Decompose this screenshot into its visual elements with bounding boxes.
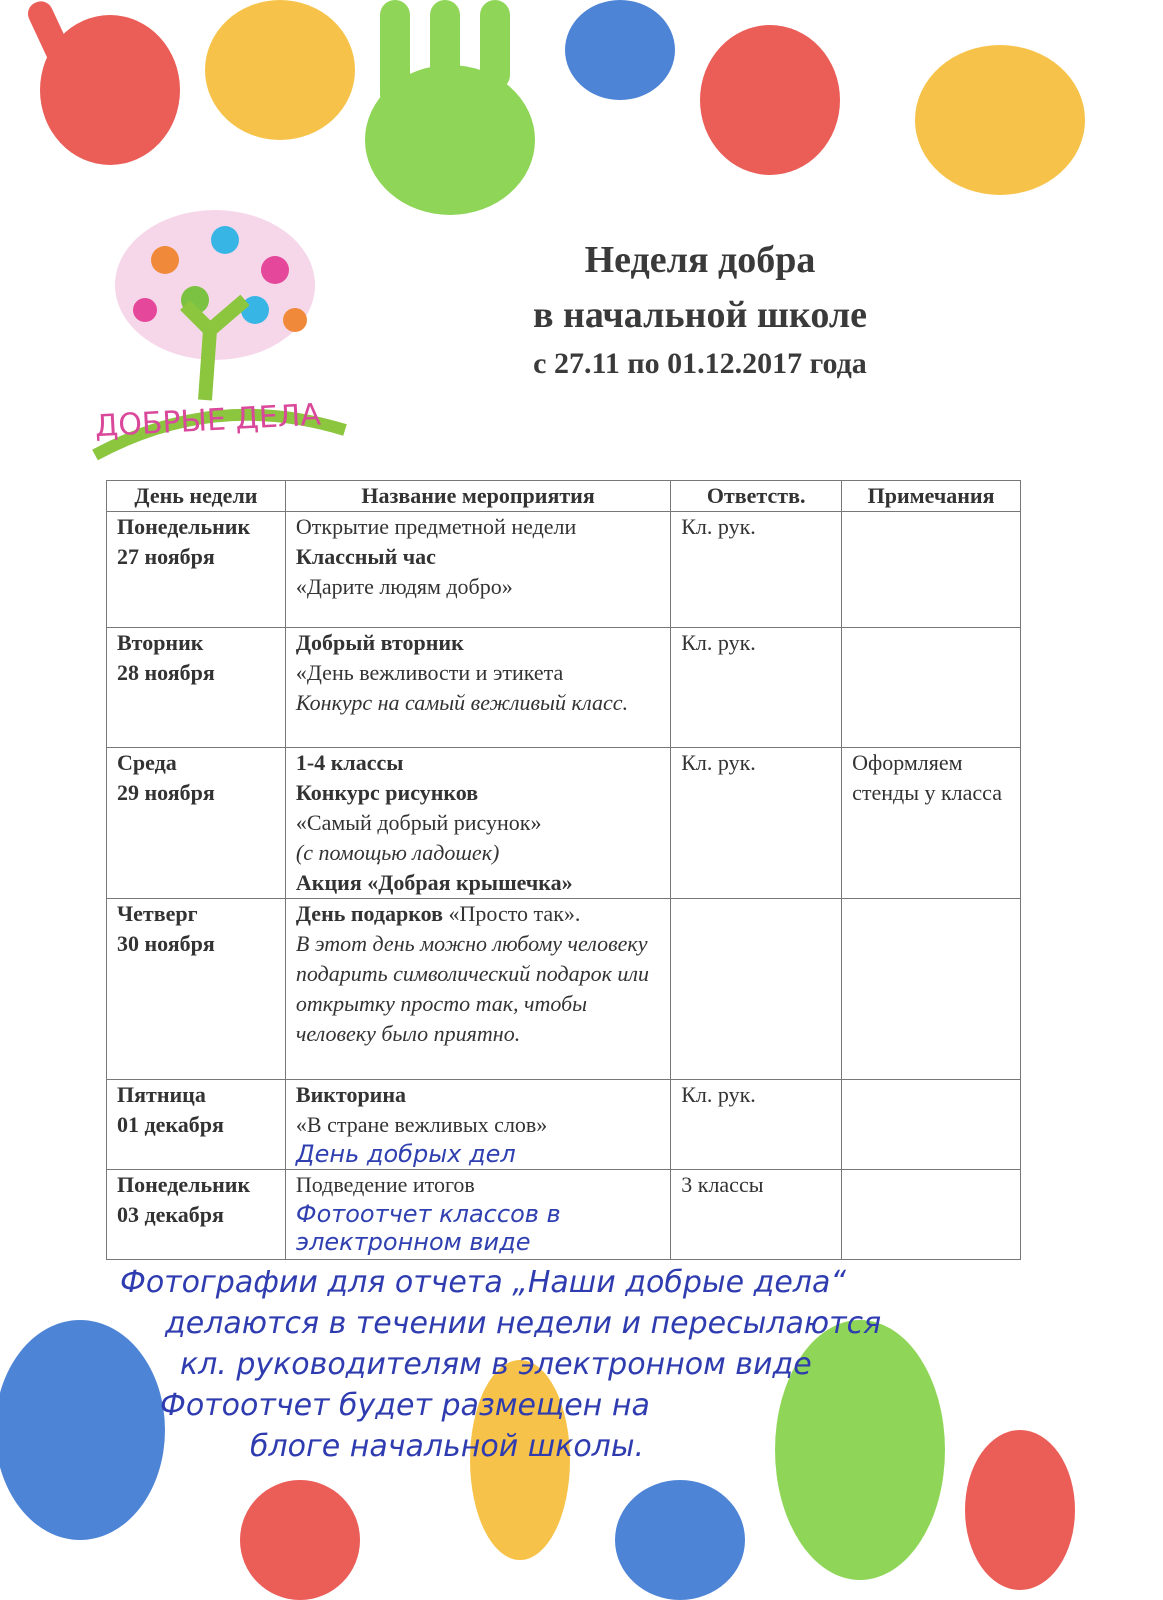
- day-date: 27 ноября: [117, 544, 215, 569]
- event-cell: [285, 628, 670, 748]
- event-line: Фотоотчет классов в электронном виде: [295, 1200, 561, 1256]
- table-row: [107, 899, 1021, 1080]
- notes-cell: [842, 512, 1021, 628]
- svg-text:ДОБРЫЕ ДЕЛА: ДОБРЫЕ ДЕЛА: [94, 397, 322, 445]
- responsible-cell: Кл. рук.: [671, 1080, 842, 1170]
- event-line: «Просто так».: [443, 901, 581, 926]
- event-line: День подарков: [295, 901, 444, 926]
- responsible-cell: Кл. рук.: [671, 748, 842, 899]
- event-line: День добрых дел: [295, 1140, 516, 1168]
- notes-cell: [842, 1170, 1021, 1260]
- table-row: [107, 628, 1021, 748]
- event-line: «Самый добрый рисунок»: [295, 810, 542, 835]
- table-row: [107, 748, 1021, 899]
- table-row: [107, 1170, 1021, 1260]
- day-date: 03 декабря: [117, 1202, 224, 1227]
- day-name: Пятница: [117, 1082, 206, 1107]
- event-cell: [285, 1080, 670, 1170]
- yellow-hand-icon: [915, 45, 1085, 195]
- event-line: «День вежливости и этикета: [295, 660, 564, 685]
- table-row: [107, 512, 1021, 628]
- notes-cell: [842, 628, 1021, 748]
- note-line: Фотографии для отчета „Наши добрые дела“: [120, 1265, 846, 1300]
- dobrye-dela-logo: [75, 200, 365, 465]
- responsible-cell: 3 классы: [671, 1170, 842, 1260]
- handwritten-note: [120, 1262, 1070, 1467]
- day-cell: [107, 899, 286, 1080]
- title-dates: с 27.11 по 01.12.2017 года: [533, 347, 867, 380]
- day-date: 29 ноября: [117, 780, 215, 805]
- day-name: Четверг: [117, 901, 198, 926]
- day-cell: [107, 1170, 286, 1260]
- day-name: Среда: [117, 750, 177, 775]
- schedule-table: [106, 480, 1021, 1260]
- title-line-1: Неделя добра: [584, 239, 816, 281]
- event-cell: [285, 899, 670, 1080]
- event-line: Конкурс рисунков: [295, 780, 479, 805]
- event-line: «Дарите людям добро»: [295, 574, 513, 599]
- header-day: День недели: [107, 481, 286, 512]
- notes-cell: [842, 899, 1021, 1080]
- event-cell: [285, 512, 670, 628]
- event-line: Классный час: [295, 544, 436, 569]
- day-cell: [107, 1080, 286, 1170]
- event-cell: [285, 1170, 670, 1260]
- event-line: (с помощью ладошек): [295, 840, 500, 865]
- responsible-cell: Кл. рук.: [671, 512, 842, 628]
- note-line: кл. руководителям в электронном виде: [180, 1347, 812, 1382]
- title-line-2: в начальной школе: [532, 294, 868, 336]
- table-header-row: [107, 481, 1021, 512]
- table-row: [107, 1080, 1021, 1170]
- notes-cell: Оформляем стенды у класса: [842, 748, 1021, 899]
- red-hand-icon: [700, 25, 840, 175]
- blue-hand-icon: [615, 1480, 745, 1600]
- day-name: Понедельник: [117, 1172, 251, 1197]
- day-name: Понедельник: [117, 514, 251, 539]
- header-notes: Примечания: [842, 481, 1021, 512]
- day-cell: [107, 512, 286, 628]
- notes-cell: [842, 1080, 1021, 1170]
- header-responsible: Ответств.: [671, 481, 842, 512]
- responsible-cell: [671, 899, 842, 1080]
- note-line: Фотоотчет будет размещен на: [160, 1388, 650, 1423]
- event-line: Подведение итогов: [295, 1172, 475, 1197]
- event-line: Открытие предметной недели: [295, 514, 577, 539]
- green-hand-icon: [365, 0, 535, 215]
- event-line: 1-4 классы: [295, 750, 404, 775]
- day-cell: [107, 628, 286, 748]
- note-line: делаются в течении недели и пересылаются: [165, 1306, 882, 1341]
- event-line: Акция «Добрая крышечка»: [295, 870, 573, 895]
- event-line: Добрый вторник: [295, 630, 464, 655]
- red-hand-icon: [240, 1480, 360, 1600]
- event-line: В этот день можно любому человеку подарить символический подарок или открытку просто так, чтобы человеку было приятно.: [295, 931, 650, 1046]
- blue-hand-icon: [565, 0, 675, 100]
- note-line: блоге начальной школы.: [250, 1429, 645, 1464]
- day-cell: [107, 748, 286, 899]
- event-line: Конкурс на самый вежливый класс.: [295, 690, 629, 715]
- event-line: «В стране вежливых слов»: [295, 1112, 548, 1137]
- day-date: 01 декабря: [117, 1112, 224, 1137]
- day-date: 28 ноября: [117, 660, 215, 685]
- header-event: Название мероприятия: [285, 481, 670, 512]
- event-cell: [285, 748, 670, 899]
- event-line: Викторина: [295, 1082, 407, 1107]
- responsible-cell: Кл. рук.: [671, 628, 842, 748]
- day-name: Вторник: [117, 630, 204, 655]
- painted-hands-top-decoration: [0, 0, 1163, 230]
- day-date: 30 ноября: [117, 931, 215, 956]
- yellow-hand-icon: [205, 0, 355, 140]
- red-hand-icon: [24, 0, 180, 165]
